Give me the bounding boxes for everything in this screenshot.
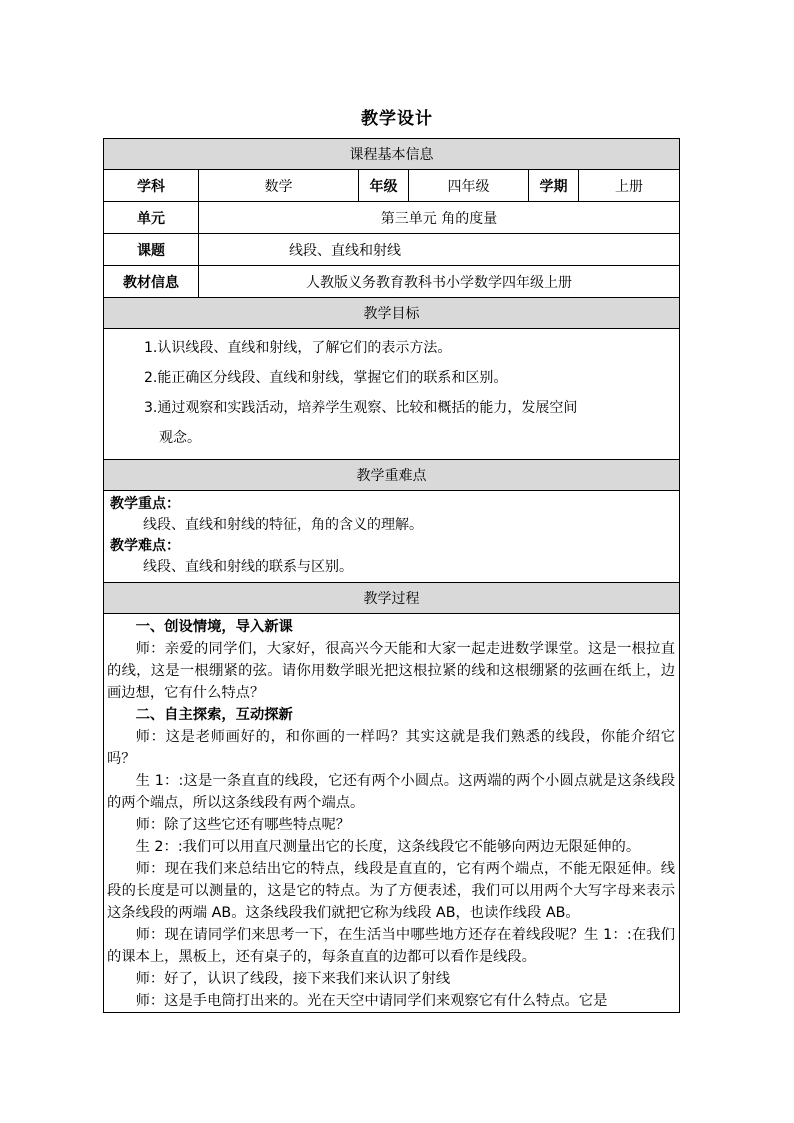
term-label: 学期 bbox=[529, 170, 579, 202]
process-paragraph: 师：好了，认识了线段，接下来我们来认识了射线 bbox=[135, 971, 451, 987]
topic-label: 课题 bbox=[104, 234, 199, 266]
textbook-value: 人教版义务教育教科书小学数学四年级上册 bbox=[199, 266, 680, 298]
unit-value: 第三单元 角的度量 bbox=[199, 202, 680, 234]
process-paragraph: 师：除了这些它还有哪些特点呢？ bbox=[135, 817, 351, 833]
term-value: 上册 bbox=[579, 170, 680, 202]
section-basic-info: 课程基本信息 bbox=[104, 139, 680, 170]
process-paragraph: 师：这是手电筒打出来的。光在天空中请同学们来观察它有什么特点。它是 bbox=[135, 993, 608, 1009]
subject-value: 数学 bbox=[199, 170, 359, 202]
section-goals: 教学目标 bbox=[104, 298, 680, 329]
textbook-label: 教材信息 bbox=[104, 266, 199, 298]
subject-label: 学科 bbox=[104, 170, 199, 202]
process-paragraph: 师：这是老师画好的，和你画的一样吗？其实这就是我们熟悉的线段，你能介绍它吗？ bbox=[107, 729, 676, 767]
process-heading: 一、创设情境，导入新课 bbox=[135, 619, 293, 635]
goal-item: 1.认识线段、直线和射线，了解它们的表示方法。 bbox=[144, 340, 452, 356]
process-paragraph: 师：亲爱的同学们，大家好，很高兴今天能和大家一起走进数学课堂。这是一根拉直的线，这是一根绷紧的弦。请你用数学眼光把这根拉紧的线和这根绷紧的弦画在纸上，边画边想，它有什么特点？ bbox=[107, 641, 676, 701]
key-difficult-cell bbox=[104, 491, 680, 583]
process-paragraph: 生 2：:我们可以用直尺测量出它的长度，这条线段它不能够向两边无限延伸的。 bbox=[135, 839, 641, 855]
process-paragraph: 师：现在我们来总结出它的特点，线段是直直的，它有两个端点，不能无限延伸。线段的长度是可以测量的，这是它的特点。为了方便表述，我们可以用两个大写字母来表示这条线段的两端 AB。这条线段我们就把它称为线段 AB，也读作线段 AB。 bbox=[107, 861, 676, 921]
process-body bbox=[107, 616, 675, 1012]
difficult-point-label: 教学难点： bbox=[110, 538, 180, 554]
section-key-difficult: 教学重难点 bbox=[104, 460, 680, 491]
topic-value: 线段、直线和射线 bbox=[199, 234, 680, 266]
difficult-point-text: 线段、直线和射线的联系与区别。 bbox=[143, 559, 353, 575]
goal-item: 2.能正确区分线段、直线和射线，掌握它们的联系和区别。 bbox=[144, 370, 508, 386]
process-heading: 二、自主探索，互动探新 bbox=[135, 707, 293, 723]
key-point-label: 教学重点： bbox=[110, 496, 180, 512]
page-title: 教学设计 bbox=[361, 109, 433, 129]
grade-label: 年级 bbox=[359, 170, 409, 202]
process-paragraph: 生 1：:这是一条直直的线段，它还有两个小圆点。这两端的两个小圆点就是这条线段的两个端点，所以这条线段有两个端点。 bbox=[107, 773, 676, 811]
section-process: 教学过程 bbox=[104, 583, 680, 614]
key-point-text: 线段、直线和射线的特征，角的含义的理解。 bbox=[143, 517, 423, 533]
process-paragraph: 师：现在请同学们来思考一下，在生活当中哪些地方还存在着线段呢？生 1：:在我们的课本上，黑板上，还有桌子的，每条直直的边都可以看作是线段。 bbox=[107, 927, 676, 965]
grade-value: 四年级 bbox=[409, 170, 529, 202]
goal-item: 3.通过观察和实践活动，培养学生观察、比较和概括的能力，发展空间 bbox=[144, 400, 578, 416]
process-cell bbox=[104, 614, 680, 1013]
goal-item-continuation: 观念。 bbox=[159, 430, 201, 446]
lesson-plan-table bbox=[103, 138, 680, 1013]
goals-cell bbox=[104, 329, 680, 460]
unit-label: 单元 bbox=[104, 202, 199, 234]
